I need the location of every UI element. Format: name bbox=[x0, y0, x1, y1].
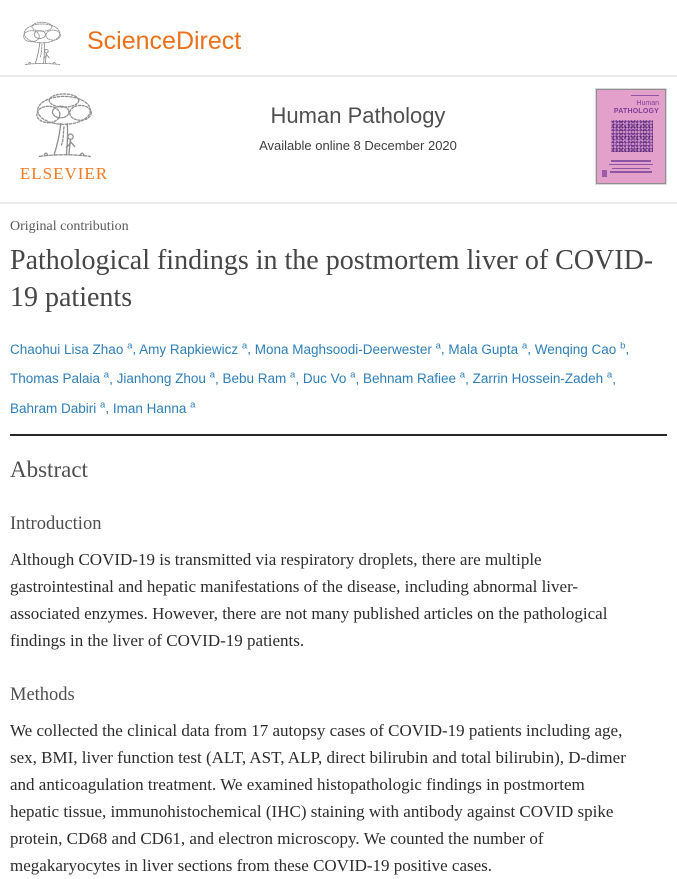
abstract-section-heading-methods: Methods bbox=[10, 684, 75, 705]
author-link[interactable]: Chaohui Lisa Zhao $^a$ bbox=[10, 340, 133, 357]
abstract-section-heading-introduction: Introduction bbox=[10, 513, 102, 534]
cover-decoration-line bbox=[631, 95, 659, 96]
author-link[interactable]: Bahram Dabiri $^a$ bbox=[10, 399, 106, 416]
publisher-logo[interactable] bbox=[8, 89, 120, 202]
abstract-heading: Abstract bbox=[10, 456, 88, 482]
author-link[interactable]: Mala Gupta $^a$ bbox=[448, 340, 528, 357]
author-link[interactable]: Duc Vo $^a$ bbox=[302, 369, 356, 387]
journal-name[interactable]: Human Pathology bbox=[270, 103, 446, 128]
author-link[interactable]: Bebu Ram $^a$ bbox=[222, 369, 296, 387]
abstract-introduction-text: Although COVID-19 is transmitted via respiratory droplets, there are multiple gastrointestinal and hepatic manifestations of the disease, including abnormal liver-associated enzymes. However, there are not many published articles on the pathological findings in the liver of COVID-19 patients. bbox=[10, 549, 608, 650]
author-link[interactable]: Thomas Palaia $^a$ bbox=[10, 369, 110, 387]
author-link[interactable]: Mona Maghsoodi-Deerwester $^a$ bbox=[254, 340, 441, 357]
journal-banner bbox=[0, 77, 677, 204]
author-link[interactable]: Zarrin Hossein-Zadeh $^a$ bbox=[472, 369, 613, 387]
site-header bbox=[0, 0, 677, 77]
article-title: Pathological findings in the postmortem liver of COVID-19 patients bbox=[10, 245, 654, 314]
author-link[interactable]: Wenqing Cao $^b$ bbox=[534, 340, 626, 357]
author-link[interactable]: Jianhong Zhou $^a$ bbox=[116, 369, 215, 387]
sciencedirect-logo[interactable]: ScienceDirect bbox=[87, 26, 242, 55]
cover-text-lines bbox=[597, 158, 665, 173]
available-online-date: Available online 8 December 2020 bbox=[259, 138, 457, 153]
cover-logo-mark bbox=[602, 170, 607, 177]
cover-title: Human PATHOLOGY bbox=[613, 100, 659, 116]
elsevier-wordmark[interactable]: ELSEVIER bbox=[19, 164, 109, 183]
elsevier-tree-icon bbox=[13, 19, 71, 69]
author-list: Chaohui Lisa Zhao $^a$, Amy Rapkiewicz $^a$, Mona Maghsoodi-Deerwester $^a$, Mala Gupta $^a$, Wenqing Cao $^b$, Thomas Palaia $^a$, Jianhong Zhou $^a$, Bebu Ram $^a$, Duc Vo $^a$, Behnam Rafiee $^a$, Zarrin Hossein-Zadeh $^a$, Bahram Dabiri $^a$, Iman Hanna $^a$ bbox=[10, 340, 630, 416]
author-link[interactable]: Amy Rapkiewicz $^a$ bbox=[139, 340, 248, 357]
author-link[interactable]: Behnam Rafiee $^a$ bbox=[362, 369, 466, 387]
journal-info bbox=[120, 89, 596, 202]
journal-cover-thumbnail[interactable] bbox=[596, 89, 666, 184]
elsevier-tree-logo bbox=[18, 89, 110, 163]
section-divider bbox=[10, 434, 667, 436]
cover-histology-image bbox=[611, 120, 653, 152]
author-link[interactable]: Iman Hanna $^a$ bbox=[112, 399, 196, 416]
abstract-methods-text: We collected the clinical data from 17 autopsy cases of COVID-19 patients including age, sex, BMI, liver function test (ALT, AST, ALP, direct bilirubin and total bilirubin), D-dimer and anticoagulation treatment. We examined histopathologic findings in postmortem hepatic tissue, immunohistochemical (IHC) staining with antibody against COVID spike protein, CD68 and CD61, and electron microscopy. We counted the number of megakaryocytes in liver sections from these COVID-19 positive cases. bbox=[10, 720, 626, 875]
article-category: Original contribution bbox=[10, 219, 129, 234]
